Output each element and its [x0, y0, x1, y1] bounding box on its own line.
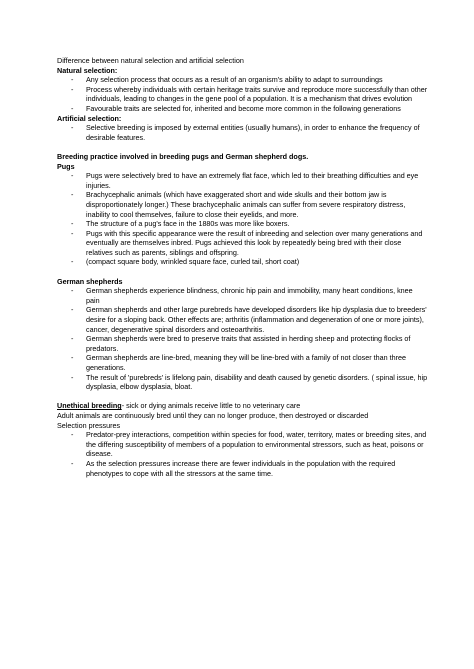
natural-selection-heading: Natural selection: — [57, 65, 118, 75]
list-item: - German shepherds were bred to preserve traits that assisted in herding sheep and protecting flocks of predators. — [57, 334, 428, 353]
selection-pressures-line: Selection pressures — [57, 420, 121, 430]
list-item: - As the selection pressures increase there are fewer individuals in the population with the required phenotypes to cope with all the stressors at the same time. — [57, 459, 428, 478]
adult-animals-line: Adult animals are continuously bred until they can no longer produce, then destroyed or discarded — [57, 410, 369, 420]
list-item: - Selective breeding is imposed by external entities (usually humans), in order to enhance the frequency of desirable features. — [57, 123, 428, 142]
pugs-heading: Pugs — [57, 161, 75, 171]
pugs-list — [57, 171, 428, 267]
list-item: - German shepherds are line-bred, meaning they will be line-bred with a family of not closer than three generations. — [57, 353, 428, 372]
artificial-selection-heading: Artificial selection: — [57, 113, 122, 123]
german-shepherds-heading: German shepherds — [57, 276, 123, 286]
breeding-heading: Breeding practice involved in breeding pugs and German shepherd dogs. — [57, 151, 309, 161]
list-item: - (compact square body, wrinkled square face, curled tail, short coat) — [57, 257, 428, 267]
list-item: - Favourable traits are selected for, inherited and become more common in the following generations — [57, 104, 428, 114]
list-item: - German shepherds experience blindness, chronic hip pain and immobility, many heart conditions, knee pain — [57, 286, 428, 305]
german-shepherds-list — [57, 286, 428, 392]
natural-selection-list — [57, 75, 428, 113]
unethical-breeding-heading: Unethical breeding — [57, 401, 122, 411]
list-item: - The result of 'purebreds' is lifelong pain, disability and death caused by genetic disorders. ( spinal issue, hip dysplasia, elbow dysplasia, bloat. — [57, 373, 428, 392]
list-item: - Brachycephalic animals (which have exaggerated short and wide skulls and their bottom jaw is disproportionately longer.) These brachycephalic animals can suffer from severe respiratory distress, inability to cool themselves, failure to close their eyelids, and more. — [57, 190, 428, 219]
intro-line: Difference between natural selection and artificial selection — [57, 56, 244, 65]
unethical-breeding-line — [57, 401, 428, 411]
list-item: - Predator-prey interactions, competition within species for food, water, territory, mates or breeding sites, and the differing susceptibility of members of a population to environmental stressors, such as heat, poisons or disease. — [57, 430, 428, 459]
list-item: - Process whereby individuals with certain heritage traits survive and reproduce more successfully than other individuals, leading to changes in the gene pool of a population. It is a mechanism that drives evolution — [57, 85, 428, 104]
list-item: - The structure of a pug's face in the 1880s was more like boxers. — [57, 219, 428, 229]
list-item: - Pugs were selectively bred to have an extremely flat face, which led to their breathing difficulties and eye injuries. — [57, 171, 428, 190]
list-item: - German shepherds and other large purebreds have developed disorders like hip dysplasia due to breeders' desire for a sloping back. Other effects are; arthritis (inflammation and degeneration of one or more joints), cancer, degenerative spinal disorders and osteoarthritis. — [57, 305, 428, 334]
artificial-selection-list — [57, 123, 428, 142]
unethical-breeding-text: - sick or dying animals receive little to no veterinary care — [121, 401, 301, 411]
list-item: - Any selection process that occurs as a result of an organism's ability to adapt to surroundings — [57, 75, 428, 85]
list-item: - Pugs with this specific appearance were the result of inbreeding and selection over many generations and eventually are themselves inbred. Pugs achieved this look by repeatedly being bred with their close relatives such as parents, siblings and offspring. — [57, 229, 428, 258]
selection-pressures-list — [57, 430, 428, 478]
